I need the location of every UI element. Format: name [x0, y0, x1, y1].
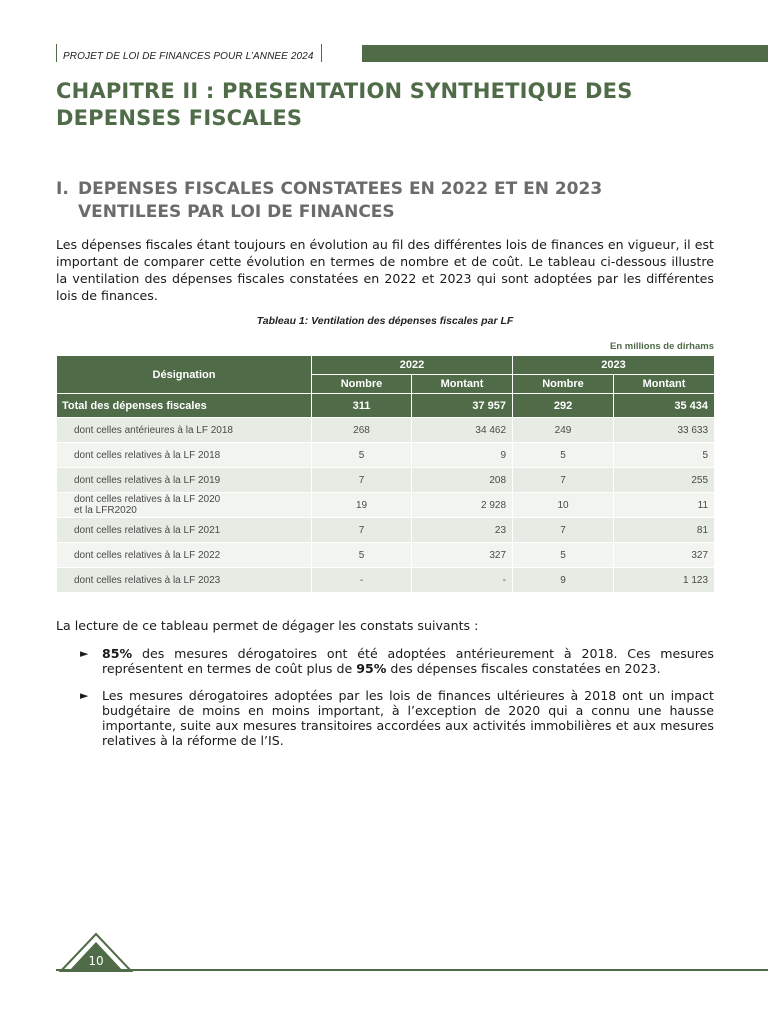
highlight-percent: 85% [102, 646, 133, 661]
row-montant-2023: 5 [614, 443, 715, 468]
header-designation: Désignation [57, 356, 312, 394]
list-item [80, 688, 714, 748]
section-title [56, 178, 716, 224]
row-nombre-2023: 10 [513, 493, 614, 518]
row-nombre-2023: 7 [513, 468, 614, 493]
section-title-line1: DEPENSES FISCALES CONSTATEES EN 2022 ET EN 2023 [78, 179, 603, 199]
row-montant-2022: - [412, 568, 513, 593]
bullet-text: Les mesures dérogatoires adoptées par les lois de finances ultérieures à 2018 ont un impact budgétaire de moins en moins important, à l’exception de 2020 qui a connu une hausse importante, suite aux mesures transitoires accordées aux activités immobilières et aux mesures relatives à la réforme de l’IS. [102, 688, 714, 748]
row-nombre-2022: - [312, 568, 412, 593]
row-montant-2023: 255 [614, 468, 715, 493]
header-accent-bar [362, 45, 768, 62]
row-label: dont celles antérieures à la LF 2018 [57, 418, 312, 443]
total-nombre-2022: 311 [312, 394, 412, 418]
running-header-text: PROJET DE LOI DE FINANCES POUR L’ANNEE 2024 [63, 51, 314, 62]
table-row [57, 518, 715, 543]
row-label: dont celles relatives à la LF 2023 [57, 568, 312, 593]
intro-paragraph: Les dépenses fiscales étant toujours en évolution au fil des différentes lois de finances en vigueur, il est important de comparer cette évolution en termes de nombre et de coût. Le tableau ci-dessous illustre la ventilation des dépenses fiscales constatées en 2022 et 2023 qui sont adoptées par les différentes lois de finances. [56, 237, 714, 303]
row-nombre-2022: 7 [312, 518, 412, 543]
reading-paragraph: La lecture de ce tableau permet de dégager les constats suivants : [56, 618, 479, 633]
row-nombre-2023: 7 [513, 518, 614, 543]
row-nombre-2023: 9 [513, 568, 614, 593]
bullet-text: des mesures dérogatoires ont été adoptées antérieurement à 2018. Ces mesures représentent en termes de coût plus de [102, 646, 714, 676]
row-montant-2023: 81 [614, 518, 715, 543]
bullet-text: des dépenses fiscales constatées en 2023. [386, 661, 661, 676]
row-label: dont celles relatives à la LF 2019 [57, 468, 312, 493]
row-label: dont celles relatives à la LF 2018 [57, 443, 312, 468]
table-row [57, 418, 715, 443]
row-montant-2022: 208 [412, 468, 513, 493]
row-montant-2022: 2 928 [412, 493, 513, 518]
list-item [80, 646, 714, 676]
row-montant-2023: 11 [614, 493, 715, 518]
chapter-title-line1: CHAPITRE II : PRESENTATION SYNTHETIQUE DES [56, 79, 633, 103]
chapter-title [56, 78, 716, 132]
header-nombre-2023: Nombre [513, 375, 614, 394]
footer-rule [56, 969, 768, 971]
row-nombre-2022: 5 [312, 543, 412, 568]
total-montant-2023: 35 434 [614, 394, 715, 418]
total-montant-2022: 37 957 [412, 394, 513, 418]
header-year-2023: 2023 [513, 356, 715, 375]
table-row-total [57, 394, 715, 418]
row-label: dont celles relatives à la LF 2021 [57, 518, 312, 543]
row-montant-2022: 34 462 [412, 418, 513, 443]
header-nombre-2022: Nombre [312, 375, 412, 394]
highlight-percent: 95% [356, 661, 387, 676]
table-row [57, 568, 715, 593]
fiscal-expenditure-table [56, 355, 715, 593]
chapter-title-line2: DEPENSES FISCALES [56, 106, 303, 130]
table-caption: Tableau 1: Ventilation des dépenses fiscales par LF [256, 315, 514, 327]
row-montant-2022: 327 [412, 543, 513, 568]
row-nombre-2022: 5 [312, 443, 412, 468]
row-label [57, 493, 312, 518]
bullet-arrow-icon: ► [80, 647, 89, 660]
row-label: dont celles relatives à la LF 2022 [57, 543, 312, 568]
row-nombre-2023: 5 [513, 543, 614, 568]
row-label-line2: et la LFR2020 [74, 505, 137, 516]
table-row [57, 543, 715, 568]
header-year-2022: 2022 [312, 356, 513, 375]
page-number: 10 [88, 954, 104, 968]
row-nombre-2023: 249 [513, 418, 614, 443]
row-nombre-2022: 268 [312, 418, 412, 443]
bullet-arrow-icon: ► [80, 689, 89, 702]
table-unit-note: En millions de dirhams [610, 341, 714, 352]
row-nombre-2023: 5 [513, 443, 614, 468]
row-nombre-2022: 7 [312, 468, 412, 493]
total-label: Total des dépenses fiscales [57, 394, 312, 418]
row-montant-2023: 1 123 [614, 568, 715, 593]
row-montant-2023: 33 633 [614, 418, 715, 443]
row-label-line1: dont celles relatives à la LF 2020 [74, 494, 221, 505]
row-montant-2022: 9 [412, 443, 513, 468]
row-montant-2023: 327 [614, 543, 715, 568]
row-nombre-2022: 19 [312, 493, 412, 518]
table-row [57, 443, 715, 468]
table-row [57, 468, 715, 493]
running-header [56, 44, 322, 62]
total-nombre-2023: 292 [513, 394, 614, 418]
header-montant-2022: Montant [412, 375, 513, 394]
header-montant-2023: Montant [614, 375, 715, 394]
section-title-line2: VENTILEES PAR LOI DE FINANCES [78, 202, 395, 222]
section-number: I. [56, 179, 69, 199]
findings-list [80, 646, 714, 760]
table-row [57, 493, 715, 518]
row-montant-2022: 23 [412, 518, 513, 543]
